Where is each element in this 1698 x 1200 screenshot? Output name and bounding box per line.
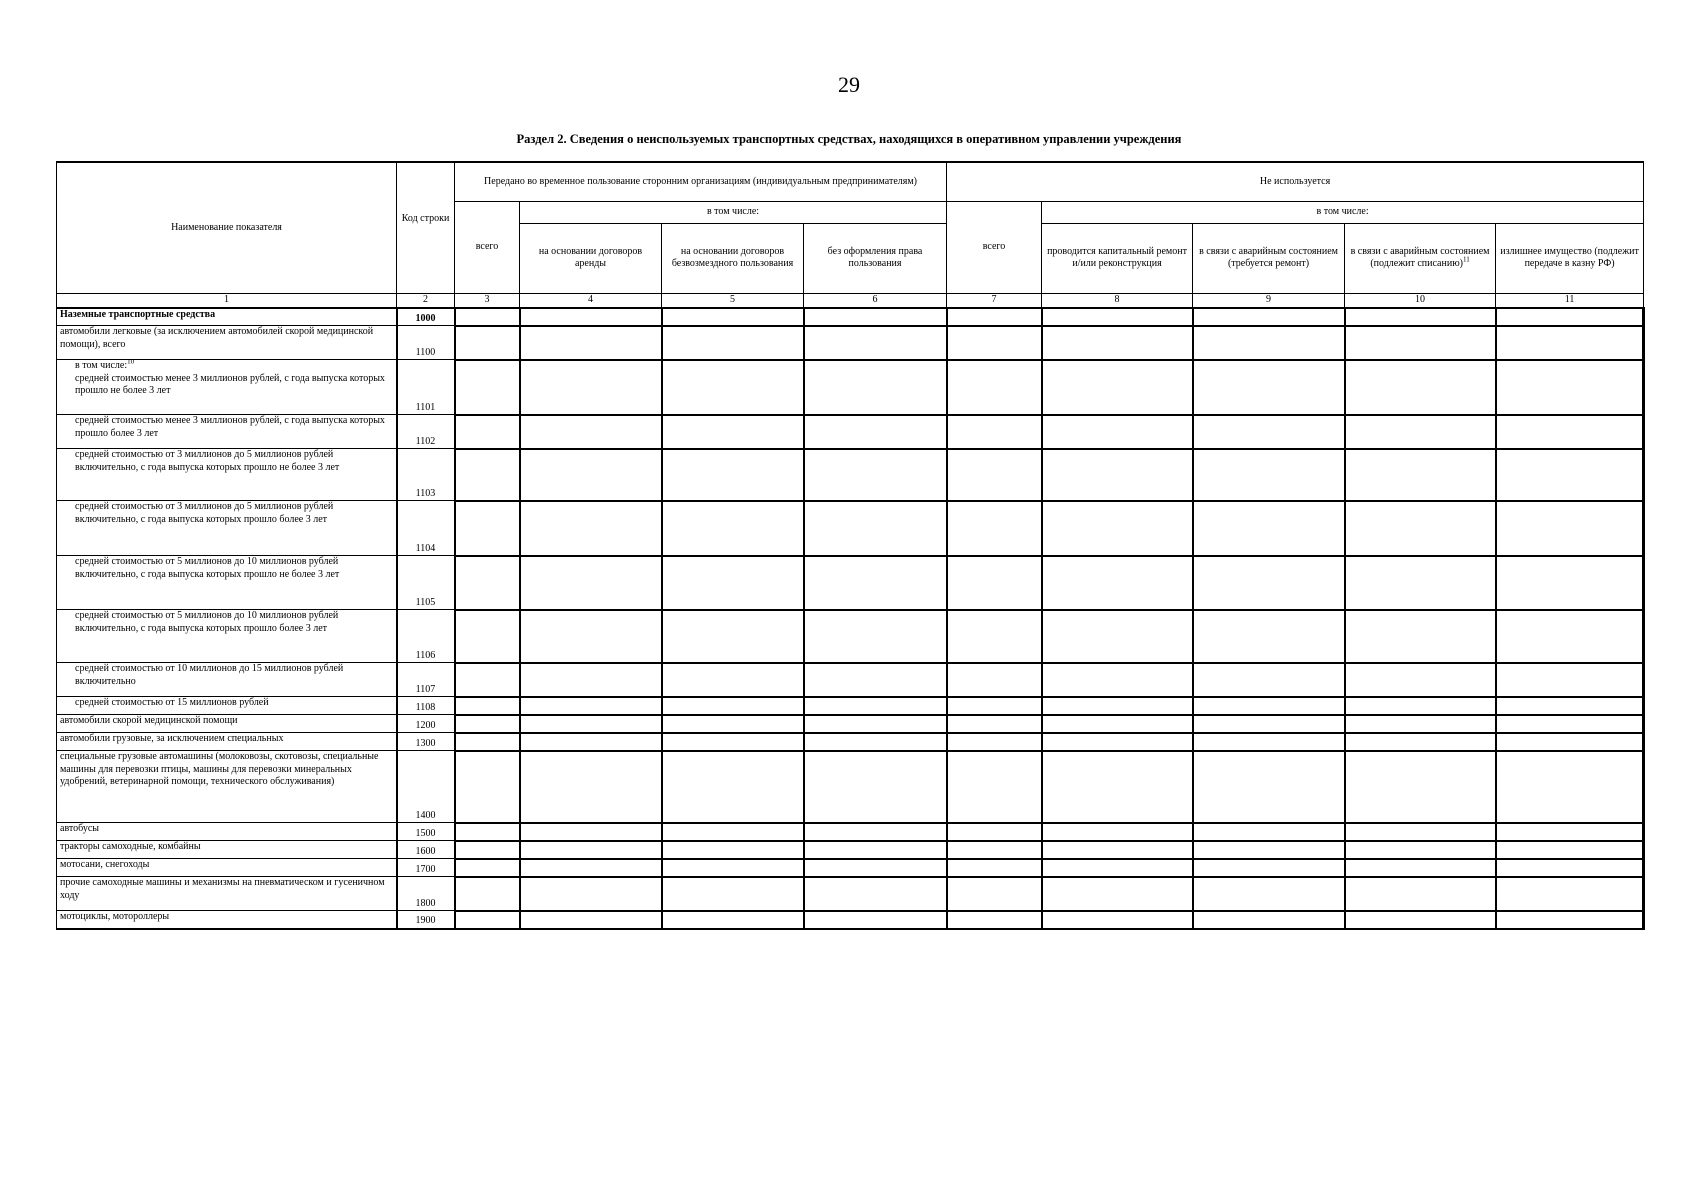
value-cell-col-10[interactable]: [1345, 697, 1496, 715]
indicator-name: [57, 308, 397, 326]
table-row: [57, 415, 1644, 449]
value-cell-col-5[interactable]: [662, 841, 804, 859]
value-cell-col-3[interactable]: [455, 326, 520, 360]
value-cell-col-3[interactable]: [455, 501, 520, 556]
value-cell-col-9[interactable]: [1193, 308, 1345, 326]
value-cell-col-5[interactable]: [662, 556, 804, 610]
value-cell-col-5[interactable]: [662, 663, 804, 697]
value-cell-col-7[interactable]: [947, 751, 1042, 823]
table-row: [57, 751, 1644, 823]
value-cell-col-9[interactable]: [1193, 360, 1345, 415]
indicator-name: [57, 715, 397, 733]
value-cell-col-3[interactable]: [455, 415, 520, 449]
value-cell-col-4[interactable]: [520, 360, 662, 415]
value-cell-col-7[interactable]: [947, 911, 1042, 929]
table-row: [57, 326, 1644, 360]
value-cell-col-7[interactable]: [947, 841, 1042, 859]
table-header: [57, 162, 1644, 308]
value-cell-col-11[interactable]: [1496, 360, 1644, 415]
row-code: 1300: [397, 733, 455, 751]
column-number: 8: [1042, 293, 1193, 308]
indicator-name-text: средней стоимостью от 5 миллионов до 10 миллионов рублей включительно, с года выпуска которых прошло не более 3 лет: [75, 556, 340, 580]
value-cell-col-6[interactable]: [804, 715, 947, 733]
value-cell-col-7[interactable]: [947, 360, 1042, 415]
page-number: 29: [838, 72, 860, 97]
table-row: [57, 733, 1644, 751]
column-number: 1: [57, 293, 397, 308]
value-cell-col-11[interactable]: [1496, 449, 1644, 501]
indicator-name-text: прочие самоходные машины и механизмы на пневматическом и гусеничном ходу: [60, 877, 385, 901]
value-cell-col-10[interactable]: [1345, 911, 1496, 929]
value-cell-col-10[interactable]: [1345, 556, 1496, 610]
value-cell-col-6[interactable]: [804, 697, 947, 715]
value-cell-col-10[interactable]: [1345, 841, 1496, 859]
indicator-name-text: автомобили легковые (за исключением автомобилей скорой медицинской помощи), всего: [60, 326, 374, 350]
indicator-name-text: автомобили грузовые, за исключением специальных: [60, 733, 284, 744]
value-cell-col-9[interactable]: [1193, 715, 1345, 733]
row-code: 1108: [397, 697, 455, 715]
value-cell-col-8[interactable]: [1042, 449, 1193, 501]
value-cell-col-5[interactable]: [662, 326, 804, 360]
value-cell-col-7[interactable]: [947, 859, 1042, 877]
value-cell-col-11[interactable]: [1496, 697, 1644, 715]
value-cell-col-6[interactable]: [804, 415, 947, 449]
indicator-name: [57, 610, 397, 663]
indicator-name: [57, 751, 397, 823]
value-cell-col-4[interactable]: [520, 697, 662, 715]
value-cell-col-4[interactable]: [520, 415, 662, 449]
indicator-name-text: средней стоимостью от 3 миллионов до 5 миллионов рублей включительно, с года выпуска которых прошло не более 3 лет: [75, 449, 340, 473]
value-cell-col-3[interactable]: [455, 663, 520, 697]
value-cell-col-7[interactable]: [947, 556, 1042, 610]
value-cell-col-8[interactable]: [1042, 715, 1193, 733]
header-transferred-total: всего: [455, 201, 520, 293]
table-row: [57, 556, 1644, 610]
value-cell-col-4[interactable]: [520, 663, 662, 697]
value-cell-col-4[interactable]: [520, 501, 662, 556]
value-cell-col-7[interactable]: [947, 697, 1042, 715]
table-row: [57, 841, 1644, 859]
column-number: 11: [1496, 293, 1644, 308]
value-cell-col-11[interactable]: [1496, 823, 1644, 841]
value-cell-col-3[interactable]: [455, 751, 520, 823]
value-cell-col-4[interactable]: [520, 610, 662, 663]
value-cell-col-8[interactable]: [1042, 663, 1193, 697]
indicator-name-text: автобусы: [60, 823, 100, 834]
table-row: [57, 610, 1644, 663]
value-cell-col-10[interactable]: [1345, 308, 1496, 326]
value-cell-col-3[interactable]: [455, 841, 520, 859]
header-free-use: на основании договоров безвозмездного пользования: [662, 223, 804, 293]
value-cell-col-5[interactable]: [662, 751, 804, 823]
value-cell-col-9[interactable]: [1193, 415, 1345, 449]
value-cell-col-6[interactable]: [804, 449, 947, 501]
row-code: 1105: [397, 556, 455, 610]
value-cell-col-8[interactable]: [1042, 326, 1193, 360]
header-not-used-including: в том числе:: [1042, 201, 1644, 223]
row-code: 1106: [397, 610, 455, 663]
header-row-code: Код строки: [397, 162, 455, 293]
column-number: 2: [397, 293, 455, 308]
value-cell-col-6[interactable]: [804, 751, 947, 823]
table-row: [57, 911, 1644, 929]
indicator-name-text: средней стоимостью от 5 миллионов до 10 миллионов рублей включительно, с года выпуска которых прошло более 3 лет: [75, 610, 339, 634]
indicator-name: [57, 911, 397, 929]
value-cell-col-9[interactable]: [1193, 751, 1345, 823]
header-surplus-property: излишнее имущество (подлежит передаче в казну РФ): [1496, 223, 1644, 293]
table-row: [57, 877, 1644, 911]
indicator-name: [57, 556, 397, 610]
value-cell-col-5[interactable]: [662, 610, 804, 663]
table-row: [57, 697, 1644, 715]
value-cell-col-9[interactable]: [1193, 501, 1345, 556]
row-code: 1800: [397, 877, 455, 911]
value-cell-col-8[interactable]: [1042, 859, 1193, 877]
value-cell-col-3[interactable]: [455, 697, 520, 715]
value-cell-col-7[interactable]: [947, 449, 1042, 501]
value-cell-col-9[interactable]: [1193, 326, 1345, 360]
header-emergency-repair: в связи с аварийным состоянием (требуется ремонт): [1193, 223, 1345, 293]
column-number: 10: [1345, 293, 1496, 308]
table-row: [57, 449, 1644, 501]
row-code: 1101: [397, 360, 455, 415]
value-cell-col-9[interactable]: [1193, 911, 1345, 929]
value-cell-col-7[interactable]: [947, 733, 1042, 751]
table-row: [57, 360, 1644, 415]
column-number: 6: [804, 293, 947, 308]
value-cell-col-4[interactable]: [520, 877, 662, 911]
value-cell-col-7[interactable]: [947, 823, 1042, 841]
column-number: 4: [520, 293, 662, 308]
indicator-name-text: средней стоимостью менее 3 миллионов рублей, с года выпуска которых прошло более 3 лет: [75, 415, 385, 439]
value-cell-col-6[interactable]: [804, 663, 947, 697]
column-number: 5: [662, 293, 804, 308]
value-cell-col-5[interactable]: [662, 697, 804, 715]
header-transferred-group: Передано во временное пользование сторонним организациям (индивидуальным предпринимателям): [455, 162, 947, 201]
indicator-name-text: средней стоимостью от 10 миллионов до 15 миллионов рублей включительно: [75, 663, 344, 687]
value-cell-col-5[interactable]: [662, 449, 804, 501]
value-cell-col-8[interactable]: [1042, 308, 1193, 326]
value-cell-col-5[interactable]: [662, 911, 804, 929]
value-cell-col-8[interactable]: [1042, 360, 1193, 415]
value-cell-col-8[interactable]: [1042, 751, 1193, 823]
header-transferred-including: в том числе:: [520, 201, 947, 223]
indicator-name: [57, 859, 397, 877]
footnote-marker: 11: [1463, 255, 1470, 264]
value-cell-col-4[interactable]: [520, 715, 662, 733]
row-code: 1000: [397, 308, 455, 326]
value-cell-col-6[interactable]: [804, 823, 947, 841]
value-cell-col-5[interactable]: [662, 308, 804, 326]
value-cell-col-7[interactable]: [947, 326, 1042, 360]
value-cell-col-4[interactable]: [520, 911, 662, 929]
value-cell-col-10[interactable]: [1345, 823, 1496, 841]
value-cell-col-3[interactable]: [455, 715, 520, 733]
value-cell-col-4[interactable]: [520, 733, 662, 751]
value-cell-col-6[interactable]: [804, 911, 947, 929]
value-cell-col-3[interactable]: [455, 556, 520, 610]
value-cell-col-10[interactable]: [1345, 859, 1496, 877]
value-cell-col-9[interactable]: [1193, 841, 1345, 859]
value-cell-col-4[interactable]: [520, 326, 662, 360]
value-cell-col-11[interactable]: [1496, 326, 1644, 360]
header-emergency-writeoff: [1345, 223, 1496, 293]
value-cell-col-9[interactable]: [1193, 877, 1345, 911]
value-cell-col-6[interactable]: [804, 733, 947, 751]
row-code: 1102: [397, 415, 455, 449]
value-cell-col-3[interactable]: [455, 877, 520, 911]
row-code: 1107: [397, 663, 455, 697]
value-cell-col-11[interactable]: [1496, 556, 1644, 610]
including-label: [75, 360, 393, 373]
value-cell-col-7[interactable]: [947, 663, 1042, 697]
indicator-name: [57, 415, 397, 449]
value-cell-col-11[interactable]: [1496, 308, 1644, 326]
value-cell-col-10[interactable]: [1345, 751, 1496, 823]
value-cell-col-11[interactable]: [1496, 610, 1644, 663]
table-row: [57, 308, 1644, 326]
value-cell-col-7[interactable]: [947, 610, 1042, 663]
indicator-name-text: мотоциклы, мотороллеры: [60, 911, 170, 922]
table-row: [57, 823, 1644, 841]
value-cell-col-4[interactable]: [520, 823, 662, 841]
value-cell-col-10[interactable]: [1345, 733, 1496, 751]
indicator-name: [57, 697, 397, 715]
value-cell-col-4[interactable]: [520, 841, 662, 859]
table-row: [57, 501, 1644, 556]
value-cell-col-10[interactable]: [1345, 877, 1496, 911]
indicator-name: [57, 733, 397, 751]
value-cell-col-10[interactable]: [1345, 360, 1496, 415]
value-cell-col-6[interactable]: [804, 610, 947, 663]
value-cell-col-11[interactable]: [1496, 751, 1644, 823]
indicator-name-text: средней стоимостью от 3 миллионов до 5 миллионов рублей включительно, с года выпуска которых прошло более 3 лет: [75, 501, 334, 525]
value-cell-col-10[interactable]: [1345, 449, 1496, 501]
column-number: 7: [947, 293, 1042, 308]
value-cell-col-10[interactable]: [1345, 501, 1496, 556]
value-cell-col-8[interactable]: [1042, 841, 1193, 859]
value-cell-col-8[interactable]: [1042, 501, 1193, 556]
indicator-name-text: Наземные транспортные средства: [60, 308, 216, 320]
value-cell-col-9[interactable]: [1193, 663, 1345, 697]
value-cell-col-6[interactable]: [804, 841, 947, 859]
row-code: 1100: [397, 326, 455, 360]
value-cell-col-4[interactable]: [520, 308, 662, 326]
value-cell-col-9[interactable]: [1193, 556, 1345, 610]
header-capital-repair: проводится капитальный ремонт и/или реконструкция: [1042, 223, 1193, 293]
value-cell-col-7[interactable]: [947, 308, 1042, 326]
value-cell-col-3[interactable]: [455, 859, 520, 877]
value-cell-col-3[interactable]: [455, 449, 520, 501]
value-cell-col-6[interactable]: [804, 877, 947, 911]
value-cell-col-5[interactable]: [662, 733, 804, 751]
value-cell-col-11[interactable]: [1496, 415, 1644, 449]
indicator-name-text: автомобили скорой медицинской помощи: [60, 715, 238, 726]
value-cell-col-6[interactable]: [804, 308, 947, 326]
indicator-name-text: тракторы самоходные, комбайны: [60, 841, 201, 852]
header-indicator-name: Наименование показателя: [57, 162, 397, 293]
indicator-name: [57, 877, 397, 911]
value-cell-col-11[interactable]: [1496, 663, 1644, 697]
value-cell-col-11[interactable]: [1496, 911, 1644, 929]
value-cell-col-5[interactable]: [662, 859, 804, 877]
indicator-name: [57, 326, 397, 360]
value-cell-col-5[interactable]: [662, 501, 804, 556]
value-cell-col-8[interactable]: [1042, 911, 1193, 929]
row-code: 1900: [397, 911, 455, 929]
indicator-name: [57, 841, 397, 859]
header-emergency-writeoff-label: в связи с аварийным состоянием (подлежит списанию): [1350, 245, 1490, 269]
column-number: 3: [455, 293, 520, 308]
value-cell-col-3[interactable]: [455, 360, 520, 415]
value-cell-col-11[interactable]: [1496, 841, 1644, 859]
value-cell-col-3[interactable]: [455, 733, 520, 751]
value-cell-col-9[interactable]: [1193, 449, 1345, 501]
indicator-name-text: средней стоимостью менее 3 миллионов рублей, с года выпуска которых прошло не более 3 лет: [75, 372, 385, 396]
value-cell-col-8[interactable]: [1042, 697, 1193, 715]
value-cell-col-6[interactable]: [804, 501, 947, 556]
value-cell-col-11[interactable]: [1496, 501, 1644, 556]
indicator-name: [57, 501, 397, 556]
header-lease: на основании договоров аренды: [520, 223, 662, 293]
row-code: 1400: [397, 751, 455, 823]
value-cell-col-4[interactable]: [520, 556, 662, 610]
report-table: [56, 161, 1645, 930]
column-numbers-row: [57, 293, 1644, 308]
header-not-used-group: Не используется: [947, 162, 1644, 201]
value-cell-col-6[interactable]: [804, 556, 947, 610]
value-cell-col-10[interactable]: [1345, 610, 1496, 663]
value-cell-col-3[interactable]: [455, 308, 520, 326]
value-cell-col-8[interactable]: [1042, 556, 1193, 610]
value-cell-col-11[interactable]: [1496, 715, 1644, 733]
value-cell-col-8[interactable]: [1042, 733, 1193, 751]
table-body: [57, 308, 1644, 929]
value-cell-col-4[interactable]: [520, 449, 662, 501]
value-cell-col-6[interactable]: [804, 360, 947, 415]
value-cell-col-5[interactable]: [662, 360, 804, 415]
indicator-name: [57, 360, 397, 415]
value-cell-col-9[interactable]: [1193, 859, 1345, 877]
section-title: Раздел 2. Сведения о неиспользуемых транспортных средствах, находящихся в оперативном управлении учреждения: [516, 132, 1182, 146]
value-cell-col-5[interactable]: [662, 415, 804, 449]
value-cell-col-10[interactable]: [1345, 715, 1496, 733]
value-cell-col-10[interactable]: [1345, 326, 1496, 360]
value-cell-col-4[interactable]: [520, 859, 662, 877]
value-cell-col-10[interactable]: [1345, 663, 1496, 697]
value-cell-col-9[interactable]: [1193, 697, 1345, 715]
table-row: [57, 859, 1644, 877]
value-cell-col-8[interactable]: [1042, 610, 1193, 663]
header-no-documentation: без оформления права пользования: [804, 223, 947, 293]
value-cell-col-3[interactable]: [455, 610, 520, 663]
value-cell-col-9[interactable]: [1193, 823, 1345, 841]
value-cell-col-9[interactable]: [1193, 610, 1345, 663]
value-cell-col-3[interactable]: [455, 823, 520, 841]
row-code: 1700: [397, 859, 455, 877]
table-row: [57, 663, 1644, 697]
value-cell-col-11[interactable]: [1496, 733, 1644, 751]
value-cell-col-10[interactable]: [1345, 415, 1496, 449]
row-code: 1200: [397, 715, 455, 733]
footnote-marker: 10: [127, 359, 135, 366]
row-code: 1103: [397, 449, 455, 501]
indicator-name: [57, 663, 397, 697]
header-not-used-total: всего: [947, 201, 1042, 293]
indicator-name: [57, 449, 397, 501]
value-cell-col-8[interactable]: [1042, 415, 1193, 449]
value-cell-col-5[interactable]: [662, 715, 804, 733]
table-row: [57, 715, 1644, 733]
value-cell-col-5[interactable]: [662, 877, 804, 911]
row-code: 1500: [397, 823, 455, 841]
value-cell-col-3[interactable]: [455, 911, 520, 929]
value-cell-col-7[interactable]: [947, 715, 1042, 733]
value-cell-col-11[interactable]: [1496, 877, 1644, 911]
including-text: в том числе:: [75, 360, 128, 371]
row-code: 1600: [397, 841, 455, 859]
indicator-name-text: мотосани, снегоходы: [60, 859, 150, 870]
indicator-name-text: средней стоимостью от 15 миллионов рублей: [75, 697, 269, 708]
value-cell-col-6[interactable]: [804, 859, 947, 877]
indicator-name: [57, 823, 397, 841]
value-cell-col-7[interactable]: [947, 415, 1042, 449]
value-cell-col-4[interactable]: [520, 751, 662, 823]
value-cell-col-8[interactable]: [1042, 823, 1193, 841]
value-cell-col-9[interactable]: [1193, 733, 1345, 751]
value-cell-col-5[interactable]: [662, 823, 804, 841]
column-number: 9: [1193, 293, 1345, 308]
value-cell-col-8[interactable]: [1042, 877, 1193, 911]
value-cell-col-7[interactable]: [947, 501, 1042, 556]
value-cell-col-11[interactable]: [1496, 859, 1644, 877]
row-code: 1104: [397, 501, 455, 556]
indicator-name-text: специальные грузовые автомашины (молоковозы, скотовозы, специальные машины для перевозки птицы, машины для перевозки минеральных удобрений, ветеринарной помощи, технического обслуживания): [60, 751, 379, 787]
value-cell-col-7[interactable]: [947, 877, 1042, 911]
value-cell-col-6[interactable]: [804, 326, 947, 360]
